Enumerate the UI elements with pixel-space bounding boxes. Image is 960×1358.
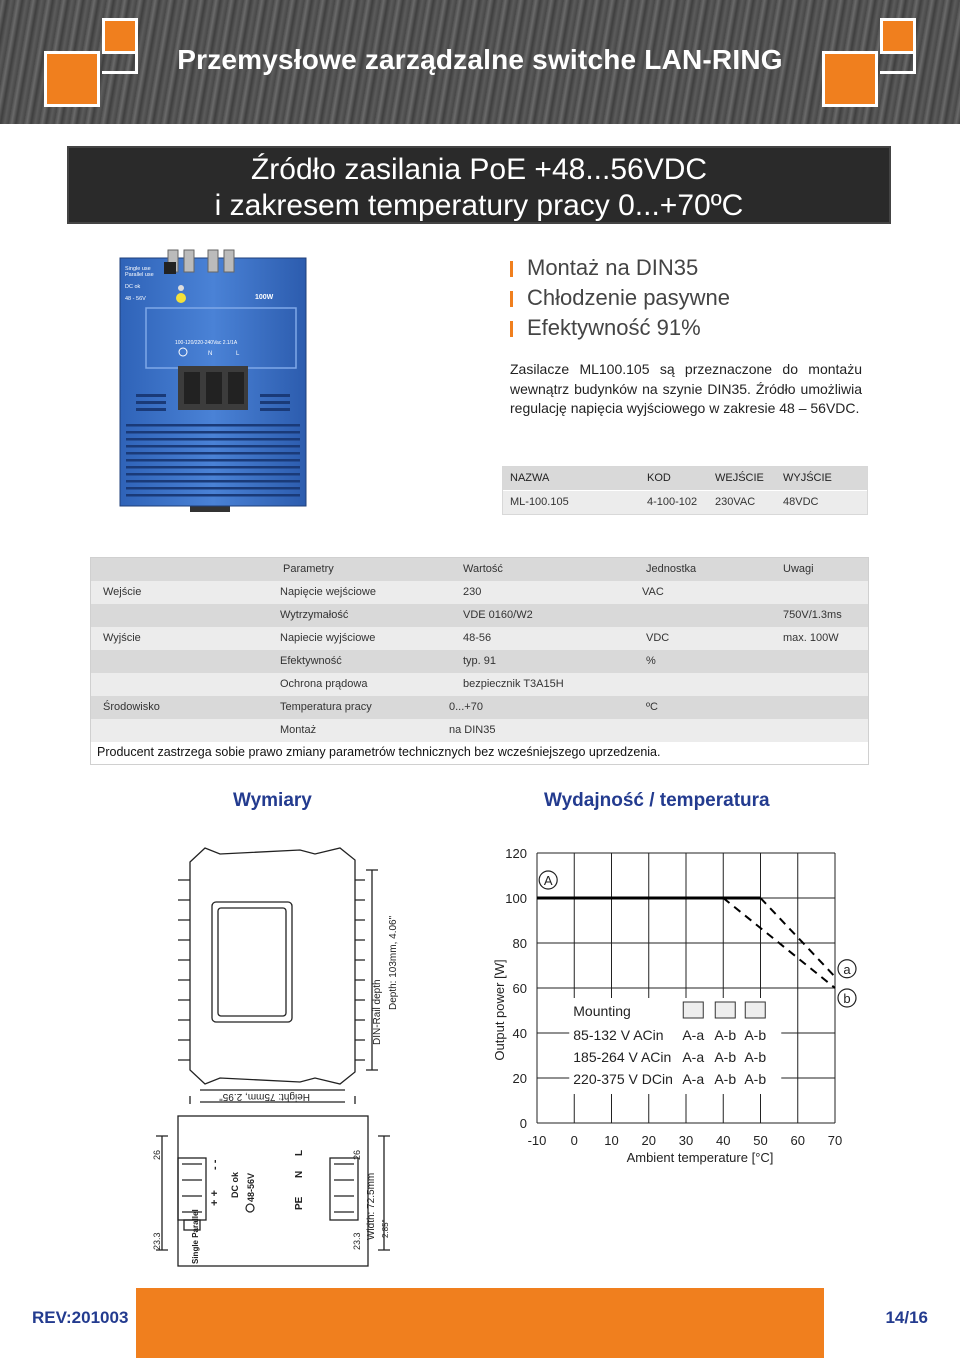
table-header-row <box>503 467 867 490</box>
th-wyjscie: WYJŚCIE <box>783 472 832 484</box>
legend-row-value: A-b <box>714 1049 737 1065</box>
chart-series <box>537 871 856 1007</box>
y-tick-label: 40 <box>512 1026 527 1041</box>
label-range: 48-56V <box>246 1172 256 1202</box>
dimensions-drawing <box>150 840 410 1280</box>
table-row <box>91 719 868 742</box>
x-tick-label: 0 <box>570 1133 578 1148</box>
cell: Napiecie wyjściowe <box>280 632 376 644</box>
x-tick-labels <box>528 1133 843 1148</box>
x-axis-label: Ambient temperature [°C] <box>626 1150 774 1165</box>
legend-row-value: A-a <box>682 1049 705 1065</box>
cell: bezpiecznik T3A15H <box>463 678 564 690</box>
dim-depth: Depth: 103mm, 4.06" <box>388 915 399 1010</box>
series-label-a: a <box>843 961 851 977</box>
cell: VDC <box>646 632 670 644</box>
cell: na DIN35 <box>449 724 496 736</box>
table-row <box>91 604 868 627</box>
y-tick-label: 80 <box>512 936 527 951</box>
label-dc-ok: DC ok <box>125 284 141 290</box>
x-tick-label: -10 <box>527 1133 547 1148</box>
dim-26-right: 26 <box>352 1149 362 1160</box>
dim-233-right: 23.3 <box>352 1232 362 1250</box>
cell: Temperatura pracy <box>280 701 372 713</box>
cell: Wyjście <box>103 632 141 644</box>
legend-row-value: A-b <box>744 1027 767 1043</box>
page-title: Przemysłowe zarządzalne switche LAN-RING <box>177 44 783 75</box>
product-table <box>502 466 868 515</box>
label-minus: - - <box>209 1159 221 1170</box>
series-label-A: A <box>543 873 553 888</box>
cell: Montaż <box>280 724 317 736</box>
x-tick-label: 60 <box>790 1133 805 1148</box>
banner-line-1: Źródło zasilania PoE +48...56VDC <box>250 153 708 186</box>
cell: ML-100.105 <box>510 496 569 508</box>
x-tick-label: 10 <box>604 1133 619 1148</box>
cell: 230VAC <box>715 496 756 508</box>
mounting-legend <box>569 998 781 1094</box>
feature-item: Efektywność 91% <box>510 313 730 343</box>
label-input: 100-120/220-240Vac 2.1/1A <box>175 340 238 346</box>
x-tick-label: 70 <box>827 1133 843 1148</box>
label-n: N <box>294 1170 305 1178</box>
mounting-icon <box>715 1002 735 1018</box>
cell: ºC <box>646 701 658 713</box>
y-axis-label: Output power [W] <box>492 959 507 1061</box>
x-tick-label: 50 <box>753 1133 768 1148</box>
label-power: 100W <box>255 294 274 301</box>
y-tick-label: 0 <box>519 1116 527 1131</box>
label-pe: PE <box>294 1196 305 1210</box>
legend-row-value: A-b <box>744 1049 767 1065</box>
x-tick-label: 20 <box>641 1133 656 1148</box>
table-row <box>91 696 868 719</box>
legend-row-value: A-b <box>714 1071 737 1087</box>
cell: 750V/1.3ms <box>783 609 842 621</box>
legend-row-label: 185-264 V ACin <box>573 1049 672 1065</box>
cell: typ. 91 <box>463 655 497 667</box>
dim-din-rail: DIN-Rail depth <box>372 979 383 1045</box>
cell: 4-100-102 <box>647 496 698 508</box>
y-tick-label: 100 <box>505 891 527 906</box>
table-header-row <box>91 558 868 581</box>
legend-row-value: A-a <box>682 1027 705 1043</box>
label-single-use: Single use <box>125 266 151 272</box>
mounting-icon <box>683 1002 703 1018</box>
power-supply-image <box>118 248 308 518</box>
cell: 0...+70 <box>449 701 483 713</box>
dim-width: Width: 72.5mm <box>366 1172 377 1240</box>
derating-chart <box>480 838 880 1178</box>
section-title-derating: Wydajność / temperatura <box>544 790 770 811</box>
label-dc-ok: DC ok <box>230 1171 240 1198</box>
th-kod: KOD <box>647 472 671 484</box>
label-l: L <box>236 351 240 357</box>
x-tick-label: 40 <box>716 1133 731 1148</box>
page-header <box>0 0 960 124</box>
legend-row-label: 220-375 V DCin <box>573 1071 673 1087</box>
cell: VAC <box>642 586 664 598</box>
dim-26-left: 26 <box>152 1149 162 1160</box>
page-number: 14/16 <box>885 1308 928 1327</box>
cell: Napięcie wejściowe <box>280 586 376 598</box>
label-plus: + + <box>209 1190 221 1206</box>
cell: VDE 0160/W2 <box>463 609 533 621</box>
feature-item: Montaż na DIN35 <box>510 253 730 283</box>
y-tick-labels <box>505 846 527 1131</box>
product-banner <box>67 146 891 224</box>
legend-row-value: A-b <box>744 1071 767 1087</box>
label-range: 48 - 56V <box>125 296 146 302</box>
feature-list <box>510 253 730 343</box>
mounting-icon <box>745 1002 765 1018</box>
cell: % <box>646 655 656 667</box>
cell: Ochrona prądowa <box>280 678 368 690</box>
th-nazwa: NAZWA <box>510 472 550 484</box>
th-parametry: Parametry <box>283 563 334 575</box>
cell: 230 <box>463 586 482 598</box>
th-jednostka: Jednostka <box>646 563 697 575</box>
logo-right <box>822 18 918 108</box>
table-footnote: Producent zastrzega sobie prawo zmiany parametrów technicznych bez wcześniejszego uprzedzenia. <box>97 745 661 759</box>
label-n: N <box>208 351 213 357</box>
legend-title: Mounting <box>573 1003 631 1019</box>
footer-bar <box>136 1288 824 1358</box>
cell: Efektywność <box>280 655 342 667</box>
y-tick-label: 60 <box>512 981 527 996</box>
label-single-parallel: Single Parallel <box>191 1209 200 1264</box>
y-tick-label: 20 <box>512 1071 527 1086</box>
cell: Wytrzymałość <box>280 609 349 621</box>
table-row <box>91 627 868 650</box>
legend-row-value: A-b <box>714 1027 737 1043</box>
product-description: Zasilacze ML100.105 są przeznaczone do montażu wewnątrz budynków na szynie DIN35. Źródło umożliwia regulację napięcia wyjściowego w zakresie 48 – 56VDC. <box>510 361 862 416</box>
th-wartosc: Wartość <box>463 563 503 575</box>
legend-row-value: A-a <box>682 1071 705 1087</box>
dim-width-in: 2.85" <box>381 1219 390 1238</box>
table-row <box>91 650 868 673</box>
parameters-table <box>90 557 869 765</box>
revision-label: REV:201003 <box>32 1308 129 1327</box>
x-tick-label: 30 <box>678 1133 694 1148</box>
th-wejscie: WEJŚCIE <box>715 472 764 484</box>
cell: Środowisko <box>103 701 160 713</box>
cell: 48VDC <box>783 496 819 508</box>
y-tick-label: 120 <box>505 846 527 861</box>
table-row <box>503 491 867 514</box>
table-row <box>91 673 868 696</box>
series-label-b: b <box>843 991 851 1006</box>
feature-item: Chłodzenie pasywne <box>510 283 730 313</box>
banner-line-2: i zakresem temperatury pracy 0...+70ºC <box>214 189 744 222</box>
section-title-dimensions: Wymiary <box>233 790 312 811</box>
legend-row-label: 85-132 V ACin <box>573 1027 664 1043</box>
table-row <box>91 581 868 604</box>
label-parallel-use: Parallel use <box>125 272 154 278</box>
dim-233-left: 23.3 <box>152 1232 162 1250</box>
cell: max. 100W <box>783 632 839 644</box>
label-l: L <box>294 1149 305 1156</box>
cell: 48-56 <box>463 632 492 644</box>
cell: Wejście <box>103 586 142 598</box>
dim-height: Height: 75mm, 2.95" <box>219 1091 310 1102</box>
th-uwagi: Uwagi <box>783 563 814 575</box>
